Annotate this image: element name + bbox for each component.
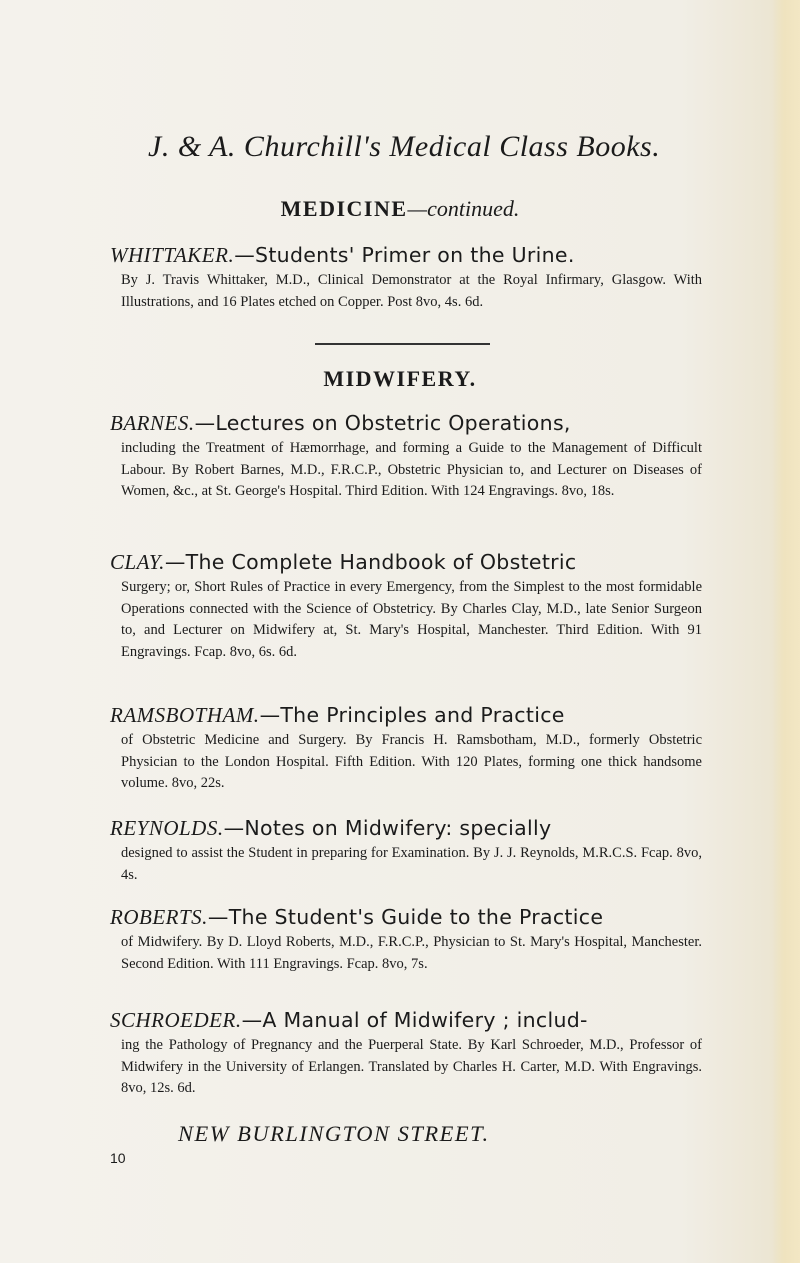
entry-description: designed to assist the Student in preparing for Examination. By J. J. Reynolds, M.R.C.S. Fcap. 8vo, 4s. <box>121 845 702 883</box>
section-label: MEDICINE <box>280 196 408 221</box>
section-continued: —continued. <box>407 196 520 221</box>
entry-ramsbotham <box>110 700 702 795</box>
entry-author: ROBERTS. <box>110 905 208 929</box>
entry-title: —The Complete Handbook of Obstetric <box>164 550 577 574</box>
page-edge-shadow <box>772 0 800 1263</box>
entry-barnes <box>110 408 702 503</box>
entry-title: —Students' Primer on the Urine. <box>234 243 575 267</box>
entry-description: including the Treatment of Hæmorrhage, and forming a Guide to the Management of Difficult Labour. By Robert Barnes, M.D., F.R.C.P., Obstetric Physician to, and Lecturer on Diseases of Women, &c., at St. George's Hospital. Third Edition. With 124 Engravings. 8vo, 18s. <box>121 440 702 499</box>
entry-description: By J. Travis Whittaker, M.D., Clinical Demonstrator at the Royal Infirmary, Glasgow. With Illustrations, and 16 Plates etched on Copper. Post 8vo, 4s. 6d. <box>121 272 702 310</box>
entry-title: —Lectures on Obstetric Operations, <box>194 411 571 435</box>
page-number: 10 <box>110 1150 126 1166</box>
entry-reynolds <box>110 813 702 886</box>
entry-title: —Notes on Midwifery: specially <box>223 816 552 840</box>
section-heading-medicine <box>0 196 800 222</box>
entry-description: of Midwifery. By D. Lloyd Roberts, M.D., F.R.C.P., Physician to St. Mary's Hospital, Manchester. Second Edition. With 111 Engravings. Fcap. 8vo, 7s. <box>121 934 702 972</box>
divider-rule <box>315 343 490 345</box>
footer-imprint: NEW BURLINGTON STREET. <box>178 1121 490 1146</box>
section-heading-midwifery: MIDWIFERY. <box>323 366 477 391</box>
entry-title: —The Student's Guide to the Practice <box>207 905 604 929</box>
entry-schroeder <box>110 1005 702 1100</box>
entry-clay <box>110 547 702 663</box>
entry-author: SCHROEDER. <box>110 1008 242 1032</box>
entry-description: ing the Pathology of Pregnancy and the Puerperal State. By Karl Schroeder, M.D., Professor of Midwifery in the University of Erlangen. Translated by Charles H. Carter, M.D. With Engravings. 8vo, 12s. 6d. <box>121 1037 702 1096</box>
entry-author: RAMSBOTHAM. <box>110 703 260 727</box>
entry-author: REYNOLDS. <box>110 816 224 840</box>
entry-author: BARNES. <box>110 411 195 435</box>
running-head: J. & A. Churchill's Medical Class Books. <box>148 130 661 163</box>
entry-title: —The Principles and Practice <box>259 703 565 727</box>
entry-whittaker <box>110 240 702 313</box>
entry-description: Surgery; or, Short Rules of Practice in every Emergency, from the Simplest to the most formidable Operations connected with the Science of Obstetricy. By Charles Clay, M.D., late Senior Surgeon to, and Lecturer on Midwifery at, St. Mary's Hospital, Manchester. Third Edition. With 91 Engravings. Fcap. 8vo, 6s. 6d. <box>121 579 702 660</box>
entry-roberts <box>110 902 702 975</box>
entry-title: —A Manual of Midwifery ; includ- <box>241 1008 588 1032</box>
entry-description: of Obstetric Medicine and Surgery. By Francis H. Ramsbotham, M.D., formerly Obstetric Physician to the London Hospital. Fifth Edition. With 120 Plates, forming one thick handsome volume. 8vo, 22s. <box>121 732 702 791</box>
entry-author: WHITTAKER. <box>110 243 235 267</box>
entry-author: CLAY. <box>110 550 165 574</box>
